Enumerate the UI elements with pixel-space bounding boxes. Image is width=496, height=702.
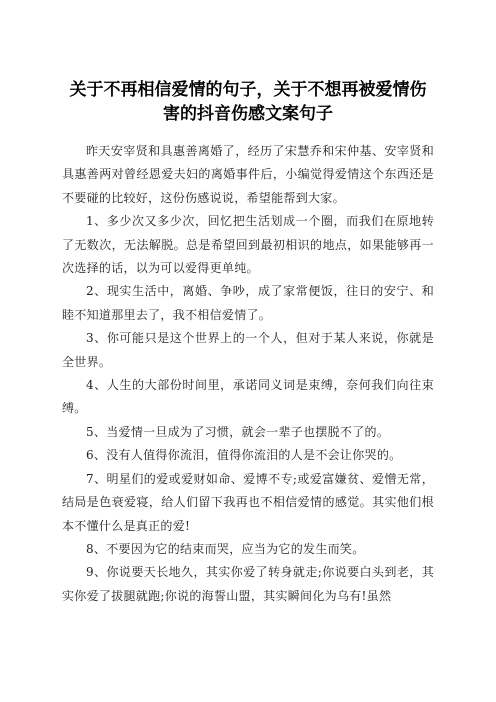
quote-paragraph-3: 3、你可能只是这个世界上的一个人，但对于某人来说，你就是全世界。 — [62, 331, 434, 369]
quote-paragraph-9: 9、你说要天长地久，其实你爱了转身就走;你说要白头到老，其实你爱了拔腿就跑;你说的海誓山盟，其实瞬间化为乌有!虽然 — [62, 565, 434, 603]
quote-paragraph-5: 5、当爱情一旦成为了习惯，就会一辈子也摆脱不了的。 — [86, 424, 390, 439]
quote-paragraph-6: 6、没有人值得你流泪，值得你流泪的人是不会让你哭的。 — [86, 448, 402, 463]
document-title: 关于不再相信爱情的句子，关于不想再被爱情伤害的抖音伤感文案句子 — [69, 80, 427, 124]
quote-paragraph-4: 4、人生的大部份时间里，承诺同义词是束缚，奈何我们向往束缚。 — [62, 378, 434, 416]
quote-paragraph-8: 8、不要因为它的结束而哭，应当为它的发生而笑。 — [86, 541, 365, 556]
quote-paragraph-1: 1、多少次又多少次，回忆把生活划成一个圈，而我们在原地转了无数次，无法解脱。总是希望回到最初相识的地点，如果能够再一次选择的话，以为可以爱得更单纯。 — [62, 214, 434, 276]
intro-paragraph: 昨天安宰贤和具惠善离婚了，经历了宋慧乔和宋仲基、安宰贤和具惠善两对曾经恩爱夫妇的离婚事件后，小编觉得爱情这个东西还是不要碰的比较好，这份伤感说说，希望能帮到大家。 — [62, 144, 434, 205]
quote-paragraph-2: 2、现实生活中，离婚、争吵，成了家常便饭，往日的安宁、和睦不知道那里去了，我不相信爱情了。 — [62, 284, 434, 322]
quote-paragraph-7: 7、明星们的爱或爱财如命、爱博不专;或爱富嫌贫、爱憎无常，结局是色衰爱寝，给人们留下我再也不相信爱情的感觉。其实他们根本不懂什么是真正的爱! — [62, 471, 434, 533]
